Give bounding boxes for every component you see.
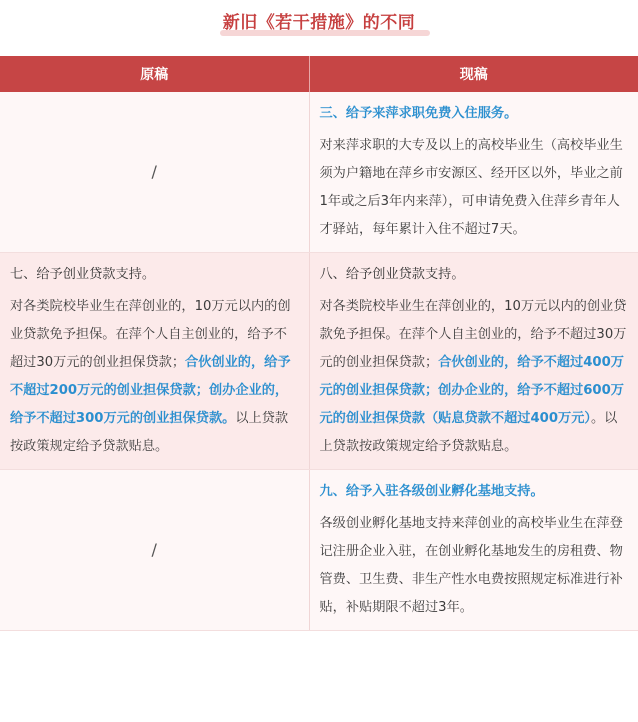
new-body-highlight: 合伙创业的，给予不超过400万元的创业担保贷款；创办企业的，给予不超过600万元的创业担保贷款（贴息贷款不超过400万元） xyxy=(319,355,624,426)
header-new: 现稿 xyxy=(309,56,638,92)
header-old: 原稿 xyxy=(0,56,309,92)
table-row xyxy=(0,253,638,470)
new-clause-heading: 三、给予来萍求职免费入住服务。 xyxy=(319,106,518,121)
old-cell-empty: / xyxy=(0,92,309,253)
title-area xyxy=(0,0,638,56)
new-body-part2: 。以上贷款按政策规定给予贷款贴息。 xyxy=(319,411,618,454)
table-header-row xyxy=(0,56,638,92)
new-body-part1: 对各类院校毕业生在萍创业的，10万元以内的创业贷款免予担保。在萍个人自主创业的，给予不超过30万元的创业担保贷款； xyxy=(319,299,627,370)
new-cell xyxy=(309,470,638,631)
new-cell xyxy=(309,253,638,470)
comparison-table xyxy=(0,56,638,631)
table-row xyxy=(0,470,638,631)
old-cell-empty: / xyxy=(0,470,309,631)
new-cell xyxy=(309,92,638,253)
page-title: 新旧《若干措施》的不同 xyxy=(222,13,416,33)
old-body-part2: 以上贷款按政策规定给予贷款贴息。 xyxy=(10,411,289,454)
new-clause-heading: 九、给予入驻各级创业孵化基地支持。 xyxy=(319,484,544,499)
old-clause-heading: 七、给予创业贷款支持。 xyxy=(10,267,156,282)
old-clause-body xyxy=(10,293,299,461)
old-body-part1: 对各类院校毕业生在萍创业的，10万元以内的创业贷款免予担保。在萍个人自主创业的，给予不超过30万元的创业担保贷款； xyxy=(10,299,291,370)
old-cell xyxy=(0,253,309,470)
new-clause-body: 对来萍求职的大专及以上的高校毕业生（高校毕业生须为户籍地在萍乡市安源区、经开区以外，毕业之前1年或之后3年内来萍），可申请免费入住萍乡青年人才驿站，每年累计入住不超过7天。 xyxy=(319,138,623,237)
new-clause-heading: 八、给予创业贷款支持。 xyxy=(319,267,465,282)
table-row xyxy=(0,92,638,253)
new-clause-body xyxy=(320,293,629,461)
new-clause-body: 各级创业孵化基地支持来萍创业的高校毕业生在萍登记注册企业入驻，在创业孵化基地发生的房租费、物管费、卫生费、非生产性水电费按照规定标准进行补贴，补贴期限不超过3年。 xyxy=(319,516,623,615)
old-body-highlight: 合伙创业的，给予不超过200万元的创业担保贷款；创办企业的，给予不超过300万元的创业担保贷款。 xyxy=(10,355,291,426)
